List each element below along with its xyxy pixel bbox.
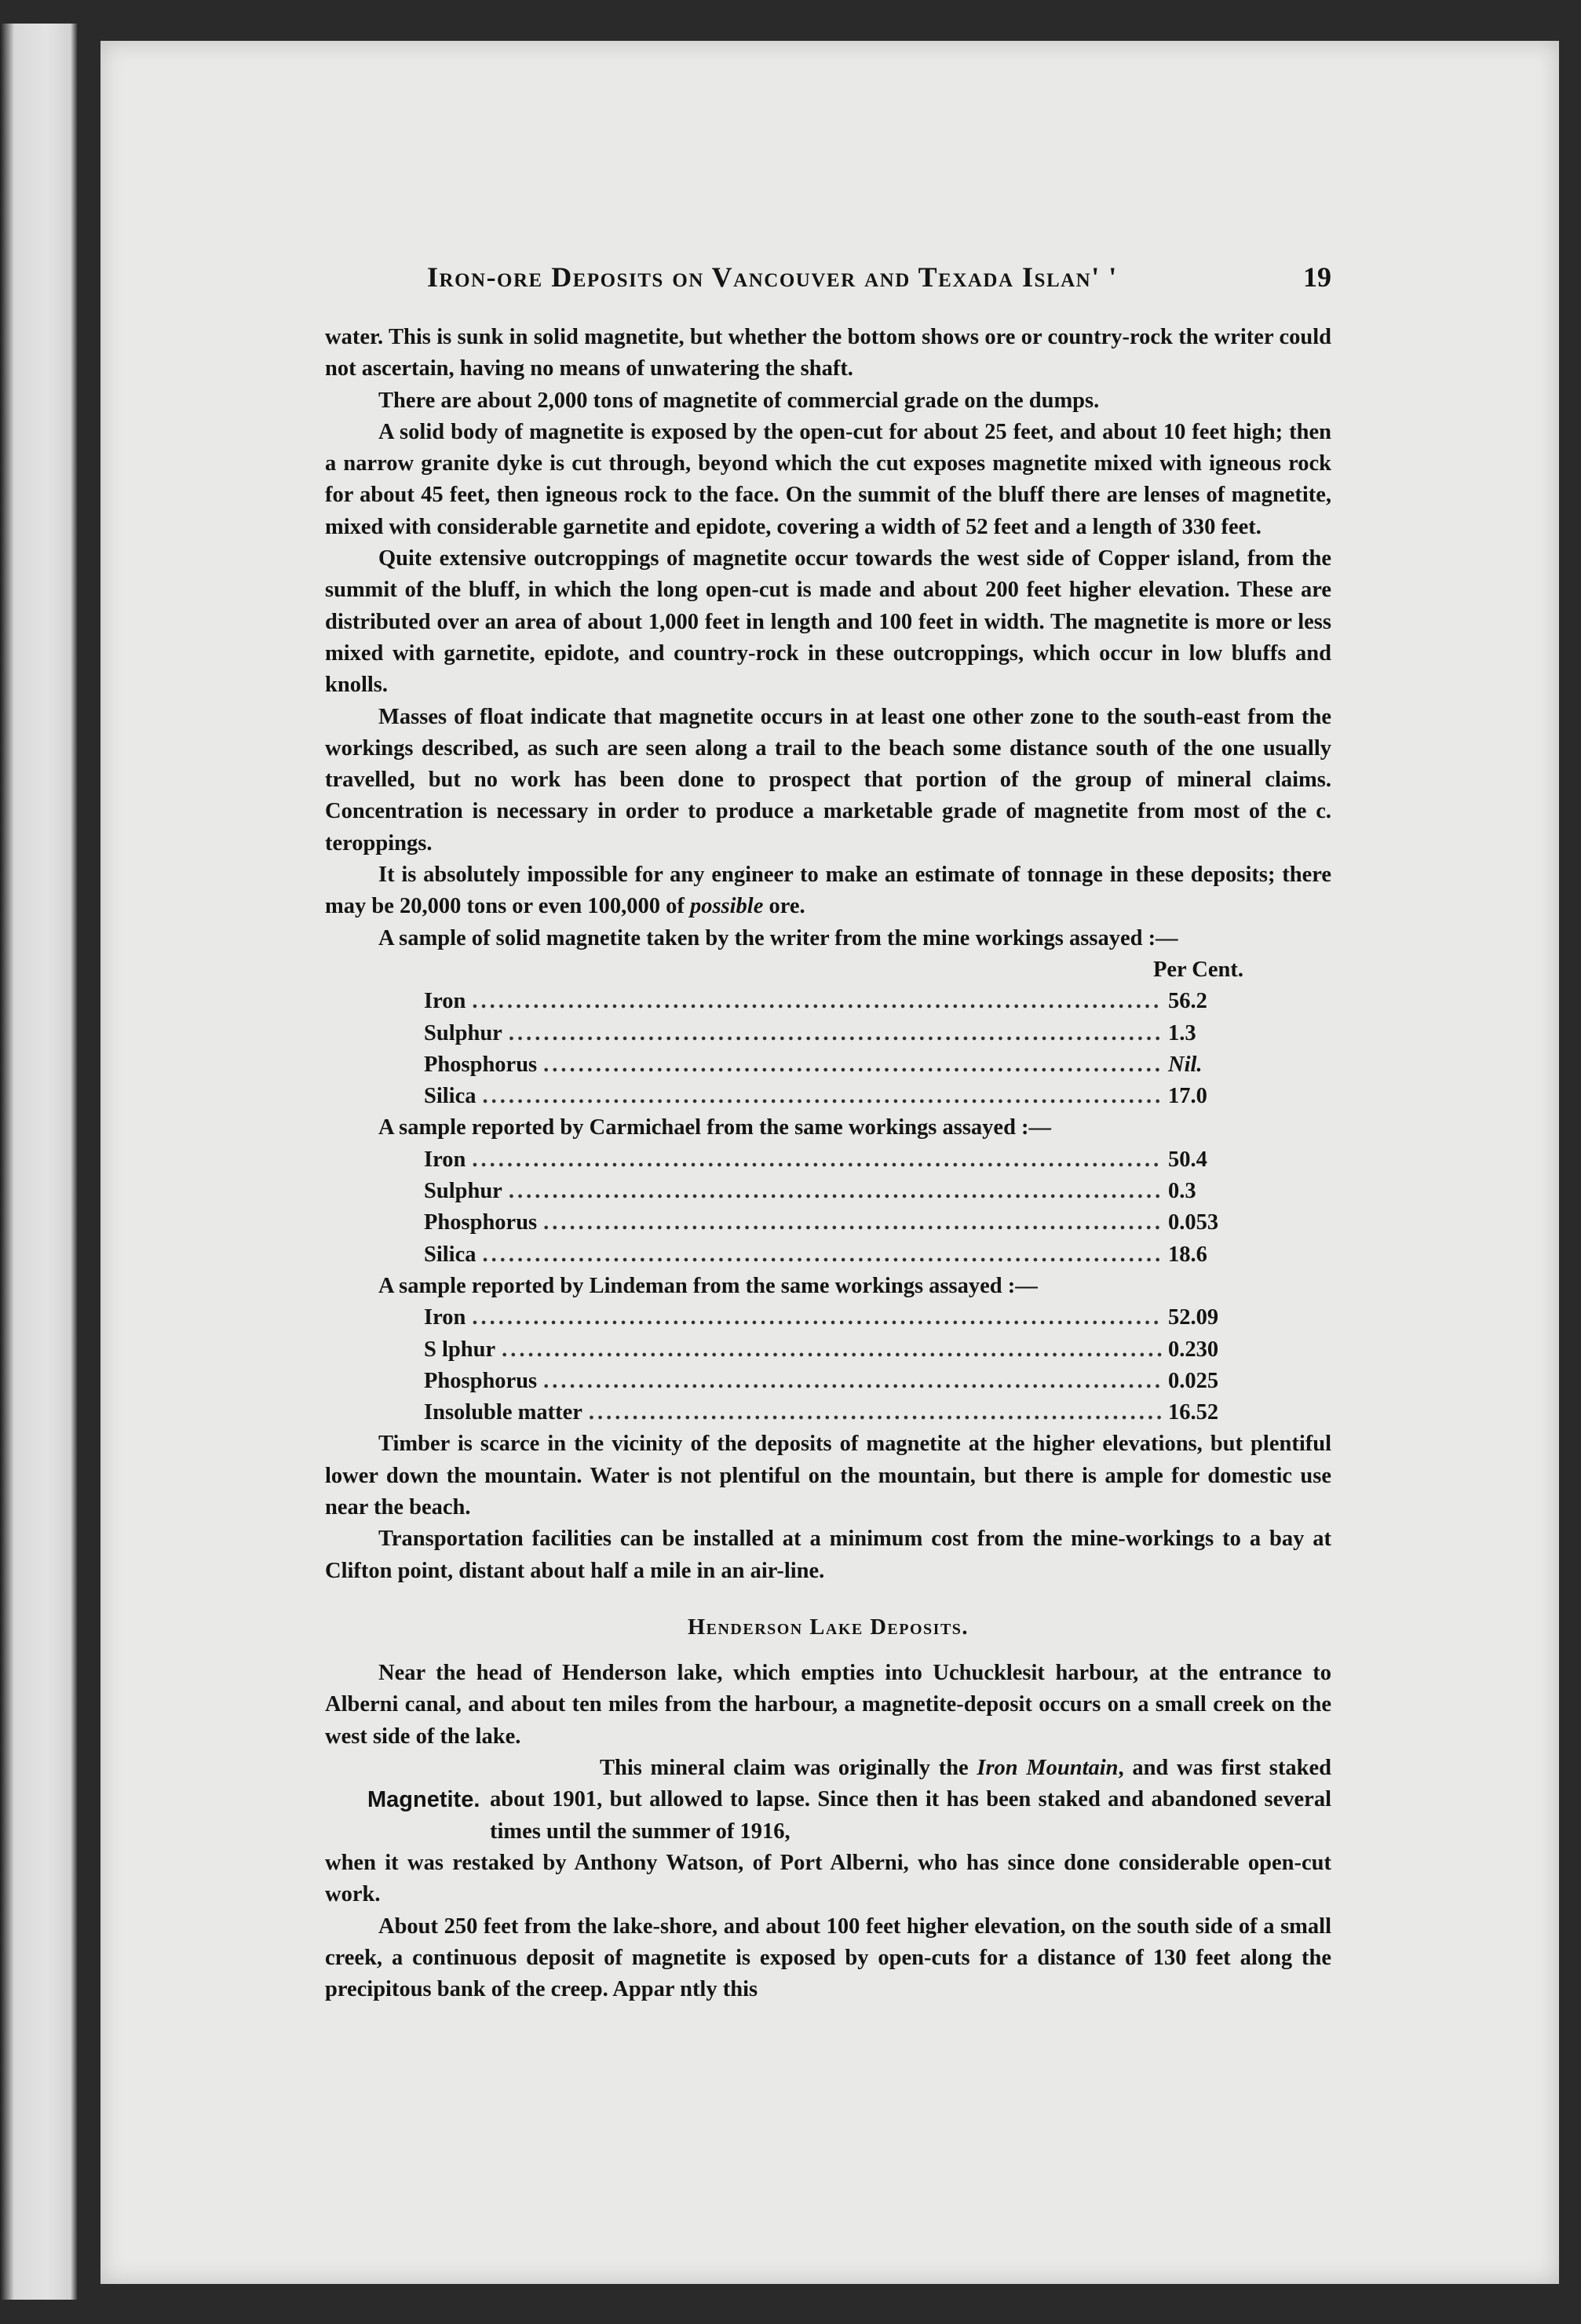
leader-dots <box>472 1302 1162 1333</box>
assay-value: Nil. <box>1168 1052 1203 1077</box>
assay-row <box>424 1302 1256 1333</box>
assay-value: 0.053 <box>1168 1210 1219 1235</box>
text-run: , and was first staked about 1901, but allowed to lapse. Since then it has been staked and abandoned several times until the summer of 1916, <box>490 1756 1331 1844</box>
assay-label: Sulphur <box>424 1020 502 1045</box>
assay-label: Silica <box>424 1242 476 1267</box>
assay-row <box>424 1081 1256 1112</box>
assay-row <box>424 1397 1256 1428</box>
leader-dots <box>543 1366 1162 1397</box>
assay-table-writer <box>325 986 1331 1112</box>
henderson-intro: Near the head of Henderson lake, which empties into Uchucklesit harbour, at the entrance to Alberni canal, and about ten miles from the harbour, a magnetite-deposit occurs on a small creek on the west side of the lake. <box>325 1661 1331 1749</box>
leader-dots <box>543 1207 1162 1239</box>
assay-label: Sulphur <box>424 1179 502 1204</box>
assay-label: Phosphorus <box>424 1368 538 1393</box>
assay-label: Silica <box>424 1084 476 1109</box>
paragraph: There are about 2,000 tons of magnetite of commercial grade on the dumps. <box>378 388 1100 413</box>
assay-value: 18.6 <box>1168 1242 1207 1267</box>
running-title: Iron-ore Deposits on Vancouver and Texada Islan' ' <box>427 261 1118 293</box>
assay-value: 52.09 <box>1168 1305 1219 1330</box>
text-run: It is absolutely impossible for any engineer to make an estimate of tonnage in these deposits; there may be 20,000 tons or even 100,000 of <box>325 863 1331 919</box>
text-run: This mineral claim was originally the <box>600 1756 977 1781</box>
leader-dots <box>509 1176 1162 1207</box>
leader-dots <box>543 1049 1162 1081</box>
assay-row <box>424 1049 1256 1081</box>
assay-value: 17.0 <box>1168 1084 1207 1109</box>
assay-table-lindeman <box>325 1302 1331 1428</box>
paragraph: About 250 feet from the lake-shore, and about 100 feet higher elevation, on the south side of a small creek, a continuous deposit of magnetite is exposed by open-cuts for a distance of 130 feet along the precipitous bank of the creep. Appar ntly this <box>325 1914 1331 2002</box>
assay-value: 0.3 <box>1168 1179 1196 1204</box>
assay2-intro: A sample reported by Carmichael from the same workings assayed :— <box>378 1115 1052 1140</box>
emphasis: Iron Mountain <box>977 1756 1119 1781</box>
emphasis: possible <box>689 894 764 919</box>
leader-dots <box>472 986 1162 1017</box>
assay-value: 50.4 <box>1168 1147 1207 1172</box>
leader-dots <box>483 1081 1162 1112</box>
page-number: 19 <box>1303 261 1331 293</box>
adjacent-page-edge <box>0 24 79 2300</box>
assay3-intro: A sample reported by Lindeman from the same workings assayed :— <box>378 1273 1038 1298</box>
magnetite-paragraph-continued: when it was restaked by Anthony Watson, of Port Alberni, who has since done considerable open-cut work. <box>325 1850 1331 1907</box>
assay-row <box>424 1018 1256 1049</box>
assay-column-heading <box>325 954 1331 986</box>
paragraph: A solid body of magnetite is exposed by the open-cut for about 25 feet, and about 10 feet high; then a narrow granite dyke is cut through, beyond which the cut exposes magnetite mixed with igneous rock for about 45 feet, then igneous rock to the face. On the summit of the bluff there are lenses of magnetite, mixed with considerable garnetite and epidote, covering a width of 52 feet and a length of 330 feet. <box>325 419 1331 539</box>
assay-row <box>424 1144 1256 1176</box>
assay-row <box>424 1366 1256 1397</box>
leader-dots <box>502 1334 1162 1366</box>
sidenote-magnetite: Magnetite. <box>367 1787 480 1813</box>
assay-label: S lphur <box>424 1337 496 1362</box>
assay-value: 0.230 <box>1168 1337 1219 1362</box>
paragraph: water. This is sunk in solid magnetite, but whether the bottom shows ore or country-rock the writer could not ascertain, having no means of unwatering the shaft. <box>325 325 1331 381</box>
assay-label: Insoluble matter <box>424 1400 582 1425</box>
assay-row <box>424 1207 1256 1239</box>
section-title: Henderson Lake Deposits. <box>687 1614 969 1640</box>
assay-row <box>424 1176 1256 1207</box>
leader-dots <box>509 1018 1162 1049</box>
assay-row <box>424 986 1256 1017</box>
assay-value: 56.2 <box>1168 989 1207 1014</box>
running-header <box>325 261 1331 306</box>
leader-dots <box>589 1397 1162 1428</box>
assay-label: Iron <box>424 1305 466 1330</box>
text-run <box>490 1756 1331 1844</box>
per-cent-heading: Per Cent. <box>1152 957 1243 982</box>
assay-label: Iron <box>424 1147 466 1172</box>
page-body <box>325 322 1331 2005</box>
paragraph: Masses of float indicate that magnetite occurs in at least one other zone to the south-east from the workings described, as such are seen along a trail to the beach some distance south of the one usually travelled, but no work has been done to prospect that portion of the group of mineral claims. Concentration is necessary in order to produce a marketable grade of magnetite from most of the c. teroppings. <box>325 704 1331 856</box>
paragraph: Transportation facilities can be installed at a minimum cost from the mine-workings to a bay at Clifton point, distant about half a mile in an air-line. <box>325 1527 1331 1583</box>
assay-label: Phosphorus <box>424 1210 538 1235</box>
assay-value: 0.025 <box>1168 1368 1219 1393</box>
assay-value: 1.3 <box>1168 1020 1196 1045</box>
sample-intro: A sample of solid magnetite taken by the writer from the mine workings assayed :— <box>378 925 1178 950</box>
assay-row <box>424 1239 1256 1271</box>
assay-row <box>424 1334 1256 1366</box>
paragraph: Quite extensive outcroppings of magnetite occur towards the west side of Copper island, from the summit of the bluff, in which the long open-cut is made and about 200 feet higher elevation. These are distributed over an area of about 1,000 feet in length and 100 feet in width. The magnetite is more or less mixed with garnetite, epidote, and country-rock in these outcroppings, which occur in low bluffs and knolls. <box>325 546 1331 698</box>
text-run: ore. <box>763 894 805 919</box>
paragraph-tonnage <box>325 859 1331 923</box>
leader-dots <box>472 1144 1162 1176</box>
assay-value: 16.52 <box>1168 1400 1219 1425</box>
leader-dots <box>483 1239 1162 1271</box>
paragraph: Timber is scarce in the vicinity of the deposits of magnetite at the higher elevations, but plentiful lower down the mountain. Water is not plentiful on the mountain, but there is ample for domestic use near the beach. <box>325 1432 1331 1520</box>
magnetite-block <box>325 1753 1331 1910</box>
assay-table-carmichael <box>325 1144 1331 1271</box>
assay-label: Iron <box>424 989 466 1014</box>
assay-label: Phosphorus <box>424 1052 538 1077</box>
